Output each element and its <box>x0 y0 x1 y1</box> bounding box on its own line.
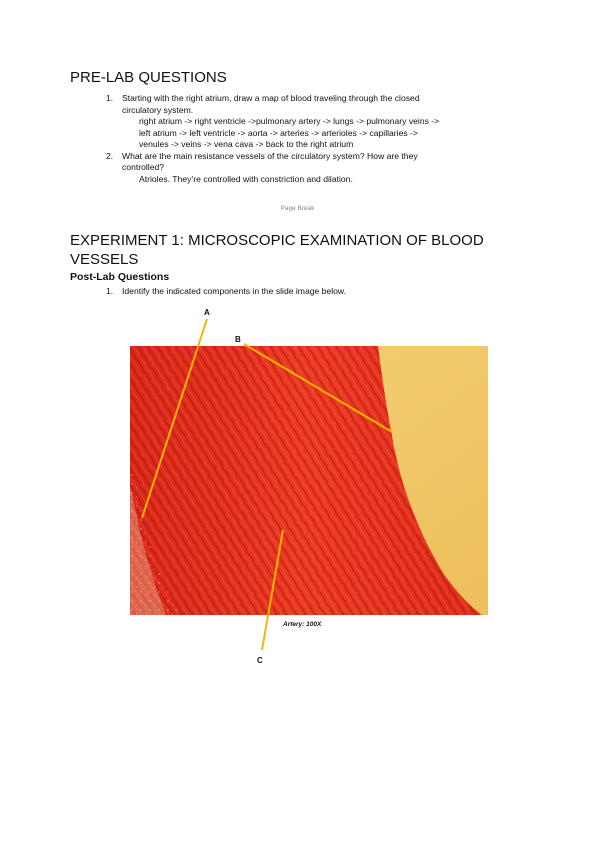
q2-answer-line1: Atrioles. They’re controlled with constriction and dilation. <box>139 173 353 184</box>
page-break-label: Page Break <box>280 205 315 212</box>
q1-number: 1. <box>106 93 114 103</box>
prelab-title: PRE-LAB QUESTIONS <box>70 69 227 86</box>
figure-caption: Artery: 100X <box>283 621 322 628</box>
figure-label-b: B <box>235 335 241 344</box>
postlab-q1-text: Identify the indicated components in the slide image below. <box>122 286 347 296</box>
artery-micrograph <box>130 346 488 615</box>
experiment-title-line1: EXPERIMENT 1: MICROSCOPIC EXAMINATION OF BLOOD <box>70 232 484 249</box>
postlab-heading: Post-Lab Questions <box>70 271 170 283</box>
q2-text-line2: controlled? <box>122 162 165 172</box>
q1-text-line1: Starting with the right atrium, draw a map of blood traveling through the closed <box>122 93 420 103</box>
figure-label-a: A <box>204 308 210 317</box>
q2-number: 2. <box>106 150 114 161</box>
q1-answer-line2: left atrium -> left ventricle -> aorta -> arteries -> arterioles -> capillaries -> <box>139 127 418 138</box>
postlab-q1-number: 1. <box>106 286 114 296</box>
experiment-title-line2: VESSELS <box>70 251 139 268</box>
q2-text-line1: What are the main resistance vessels of the circulatory system? How are they <box>122 150 418 161</box>
figure-label-c: C <box>257 656 263 665</box>
q1-answer-line3: venules -> veins -> vena cava -> back to the right atrium <box>139 139 354 149</box>
q1-answer-line1: right atrium -> right ventricle ->pulmonary artery -> lungs -> pulmonary veins -> <box>139 116 440 126</box>
q1-text-line2: circulatory system. <box>122 104 194 115</box>
